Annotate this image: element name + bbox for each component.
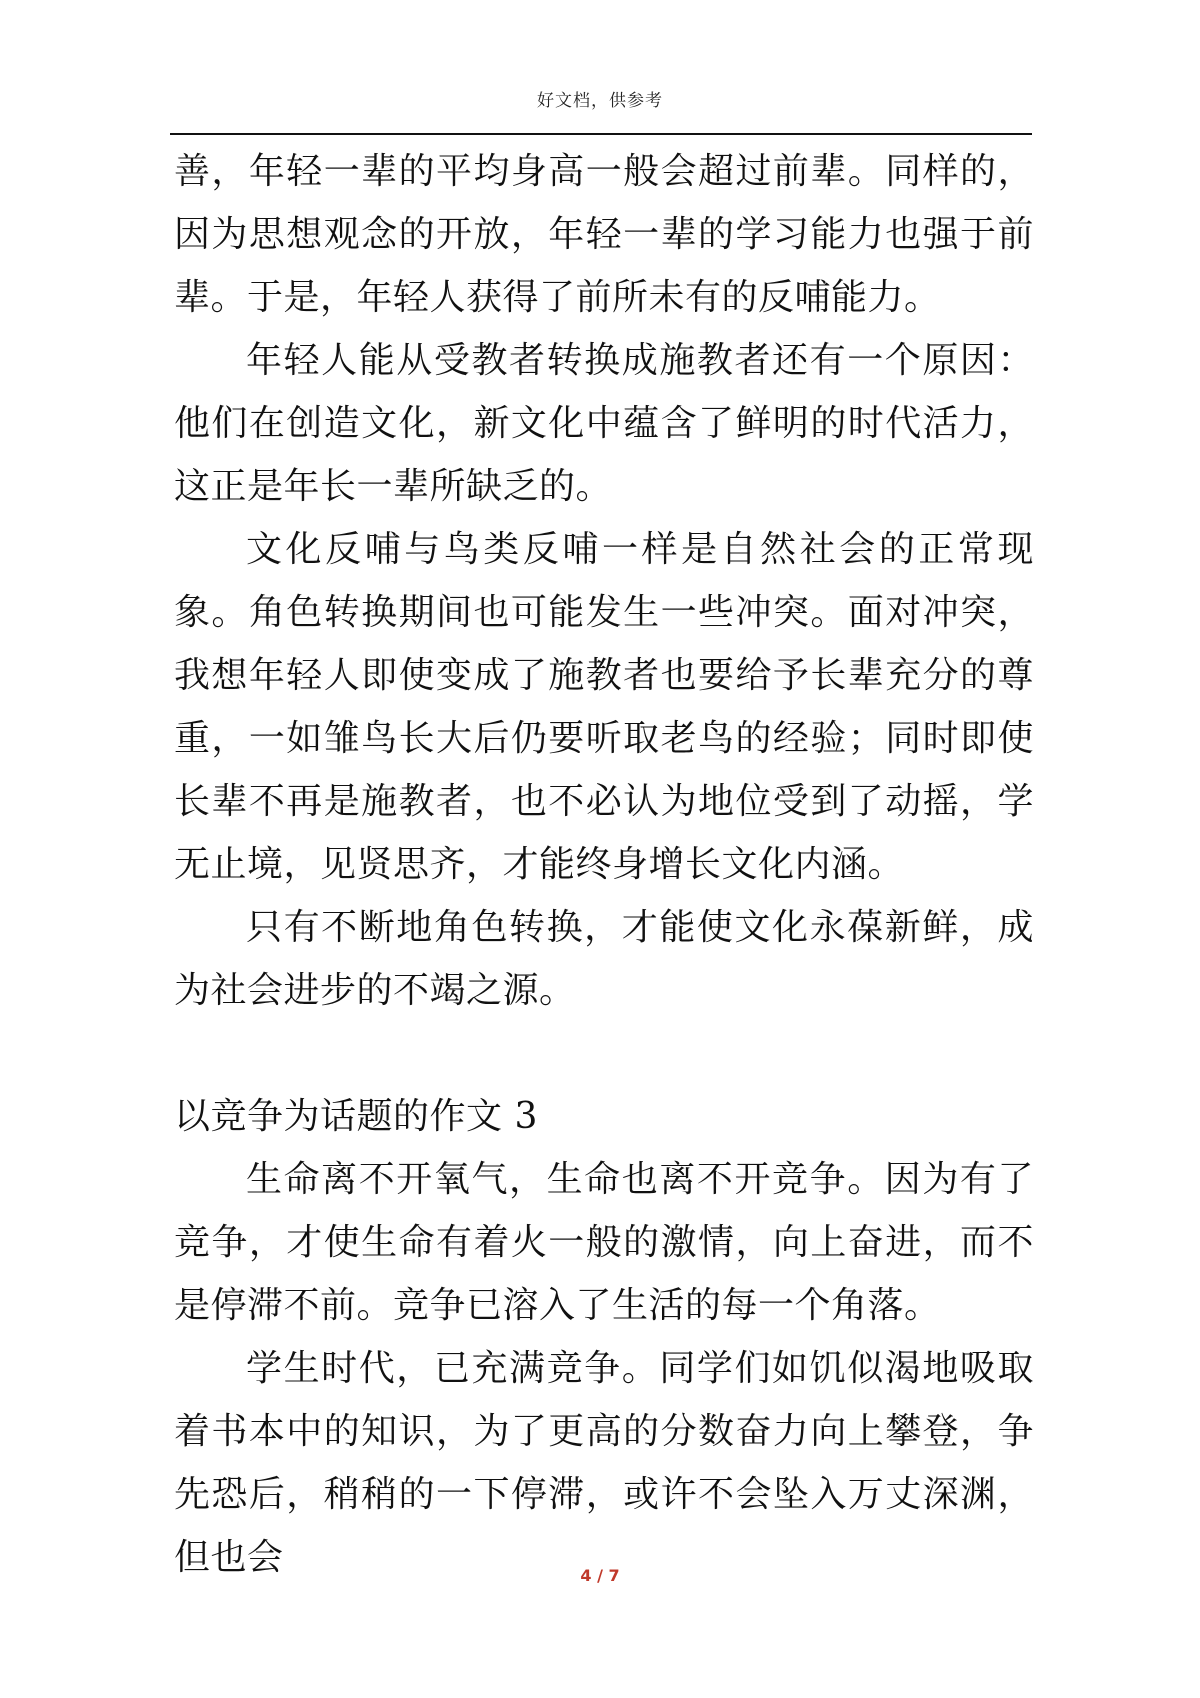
paragraph-1: 善，年轻一辈的平均身高一般会超过前辈。同样的，因为思想观念的开放，年轻一辈的学习能力也强于前辈。于是，年轻人获得了前所未有的反哺能力。 [174,151,1034,318]
page-indicator: 4 / 7 [580,1566,620,1585]
document-body [174,140,1034,1589]
header-divider [170,133,1032,135]
paragraph-5: 生命离不开氧气，生命也离不开竞争。因为有了竞争，才使生命有着火一般的激情，向上奋进，而不是停滞不前。竞争已溶入了生活的每一个角落。 [174,1159,1034,1326]
paragraph-2: 年轻人能从受教者转换成施教者还有一个原因：他们在创造文化，新文化中蕴含了鲜明的时代活力，这正是年长一辈所缺乏的。 [174,340,1034,507]
paragraph-6: 学生时代，已充满竞争。同学们如饥似渴地吸取着书本中的知识，为了更高的分数奋力向上攀登，争先恐后，稍稍的一下停滞，或许不会坠入万丈深渊，但也会 [174,1348,1034,1578]
section-heading: 以竞争为话题的作文 3 [174,1096,538,1137]
header-title: 好文档，供参考 [537,91,663,111]
section-spacer [174,1022,1034,1085]
paragraph-3: 文化反哺与鸟类反哺一样是自然社会的正常现象。角色转换期间也可能发生一些冲突。面对冲突，我想年轻人即使变成了施教者也要给予长辈充分的尊重，一如雏鸟长大后仍要听取老鸟的经验；同时即使长辈不再是施教者，也不必认为地位受到了动摇，学无止境，见贤思齐，才能终身增长文化内涵。 [174,529,1034,885]
paragraph-4: 只有不断地角色转换，才能使文化永葆新鲜，成为社会进步的不竭之源。 [174,907,1034,1011]
